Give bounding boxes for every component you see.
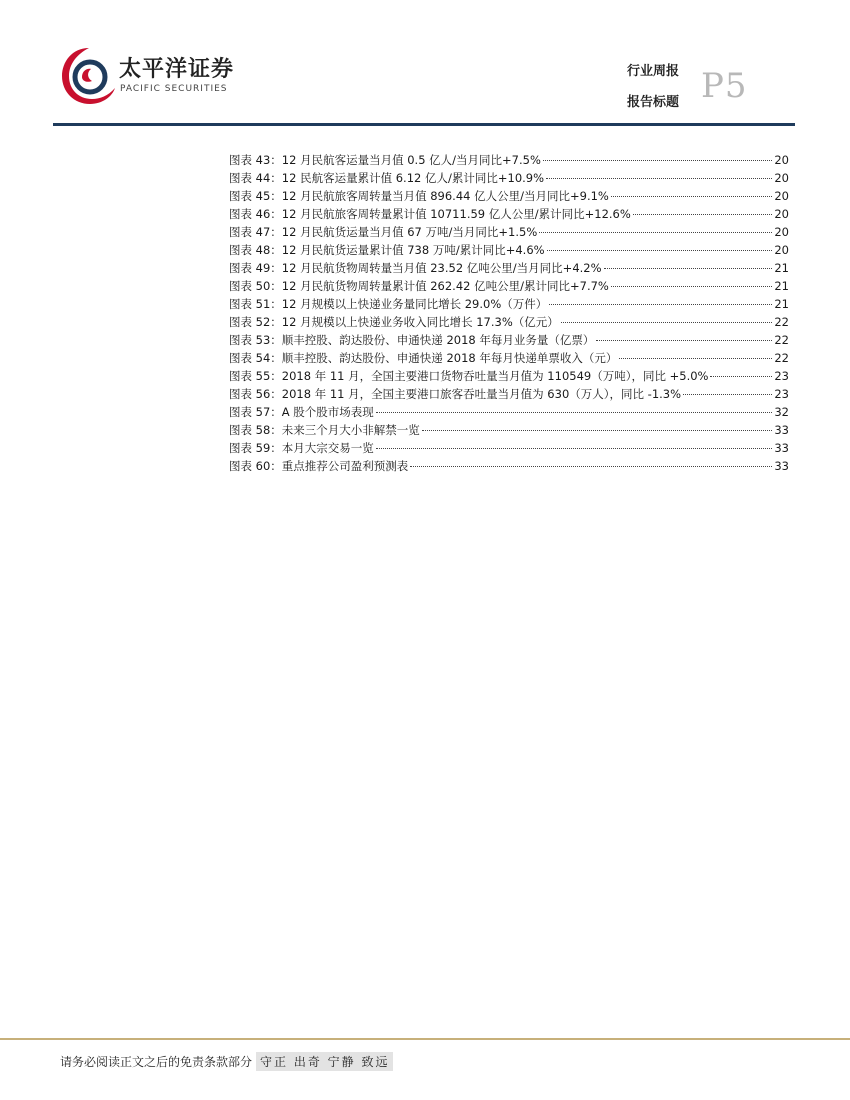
toc-dot-leader bbox=[611, 184, 773, 197]
toc-entry-page: 22 bbox=[774, 315, 789, 329]
toc-entry-label: 图表 57：A 股个股市场表现 bbox=[229, 405, 374, 419]
toc-dot-leader bbox=[546, 166, 772, 179]
toc-entry-page: 20 bbox=[774, 225, 789, 239]
toc-entry-page: 21 bbox=[774, 261, 789, 275]
toc-entry-page: 22 bbox=[774, 333, 789, 347]
toc-entry-label: 图表 60：重点推荐公司盈利预测表 bbox=[229, 459, 409, 473]
toc-entry-label: 图表 56：2018 年 11 月，全国主要港口旅客吞吐量当月值为 630（万人），同比 -1.3% bbox=[229, 387, 682, 401]
toc-entry-page: 33 bbox=[774, 423, 789, 437]
toc-entry-label: 图表 43：12 月民航客运量当月值 0.5 亿人/当月同比+7.5% bbox=[229, 153, 541, 167]
figure-index-list bbox=[229, 151, 789, 475]
toc-entry-page: 22 bbox=[774, 351, 789, 365]
toc-entry-label: 图表 54：顺丰控股、韵达股份、申通快递 2018 年每月快递单票收入（元） bbox=[229, 351, 618, 365]
report-category: 行业周报 bbox=[627, 64, 680, 79]
toc-entry-page: 20 bbox=[774, 243, 789, 257]
footer-divider bbox=[0, 1038, 850, 1040]
toc-dot-leader bbox=[604, 256, 773, 269]
toc-entry-page: 20 bbox=[774, 189, 789, 203]
footer bbox=[60, 1052, 393, 1071]
toc-entry-page: 20 bbox=[774, 207, 789, 221]
toc-entry-label: 图表 45：12 月民航旅客周转量当月值 896.44 亿人公里/当月同比+9.1% bbox=[229, 189, 609, 203]
toc-dot-leader bbox=[710, 364, 772, 377]
toc-entry-label: 图表 53：顺丰控股、韵达股份、申通快递 2018 年每月业务量（亿票） bbox=[229, 333, 595, 347]
toc-entry-page: 33 bbox=[774, 459, 789, 473]
toc-dot-leader bbox=[376, 436, 773, 449]
logo-chinese-name: 太平洋证券 bbox=[119, 57, 235, 82]
toc-dot-leader bbox=[611, 274, 773, 287]
toc-dot-leader bbox=[619, 346, 772, 359]
logo-emblem-icon bbox=[60, 42, 118, 108]
toc-entry-label: 图表 55：2018 年 11 月，全国主要港口货物吞吐量当月值为 110549（万吨），同比 +5.0% bbox=[229, 369, 709, 383]
toc-dot-leader bbox=[543, 148, 772, 161]
toc-entry-page: 21 bbox=[774, 297, 789, 311]
toc-dot-leader bbox=[410, 454, 772, 467]
toc-dot-leader bbox=[422, 418, 773, 431]
toc-dot-leader bbox=[549, 292, 772, 305]
toc-dot-leader bbox=[561, 310, 773, 323]
toc-entry-label: 图表 58：未来三个月大小非解禁一览 bbox=[229, 423, 420, 437]
footer-motto: 守正 出奇 宁静 致远 bbox=[256, 1052, 393, 1071]
toc-entry-label: 图表 48：12 月民航货运量累计值 738 万吨/累计同比+4.6% bbox=[229, 243, 545, 257]
header-divider bbox=[53, 123, 795, 126]
toc-entry-page: 33 bbox=[774, 441, 789, 455]
toc-entry-page: 20 bbox=[774, 153, 789, 167]
toc-entry-page: 23 bbox=[774, 387, 789, 401]
toc-entry-page: 23 bbox=[774, 369, 789, 383]
toc-entry[interactable] bbox=[229, 349, 789, 367]
logo-english-name: PACIFIC SECURITIES bbox=[120, 84, 228, 94]
toc-dot-leader bbox=[539, 220, 772, 233]
toc-dot-leader bbox=[633, 202, 773, 215]
toc-entry-label: 图表 50：12 月民航货物周转量累计值 262.42 亿吨公里/累计同比+7.7% bbox=[229, 279, 609, 293]
toc-dot-leader bbox=[683, 382, 772, 395]
company-logo bbox=[60, 42, 235, 108]
toc-entry-label: 图表 44：12 民航客运量累计值 6.12 亿人/累计同比+10.9% bbox=[229, 171, 545, 185]
toc-entry-page: 32 bbox=[774, 405, 789, 419]
toc-entry[interactable] bbox=[229, 457, 789, 475]
toc-entry-page: 20 bbox=[774, 171, 789, 185]
toc-entry-label: 图表 52：12 月规模以上快递业务收入同比增长 17.3%（亿元） bbox=[229, 315, 559, 329]
toc-entry-label: 图表 47：12 月民航货运量当月值 67 万吨/当月同比+1.5% bbox=[229, 225, 538, 239]
toc-entry-label: 图表 51：12 月规模以上快递业务量同比增长 29.0%（万件） bbox=[229, 297, 548, 311]
toc-dot-leader bbox=[596, 328, 772, 341]
toc-entry-label: 图表 46：12 月民航旅客周转量累计值 10711.59 亿人公里/累计同比+12.6% bbox=[229, 207, 631, 221]
page-number: P5 bbox=[701, 66, 748, 106]
toc-dot-leader bbox=[376, 400, 773, 413]
toc-entry-page: 21 bbox=[774, 279, 789, 293]
toc-entry-label: 图表 59：本月大宗交易一览 bbox=[229, 441, 374, 455]
toc-dot-leader bbox=[547, 238, 773, 251]
footer-disclaimer: 请务必阅读正文之后的免责条款部分 bbox=[60, 1055, 253, 1069]
report-title: 报告标题 bbox=[627, 95, 680, 110]
toc-entry-label: 图表 49：12 月民航货物周转量当月值 23.52 亿吨公里/当月同比+4.2% bbox=[229, 261, 602, 275]
